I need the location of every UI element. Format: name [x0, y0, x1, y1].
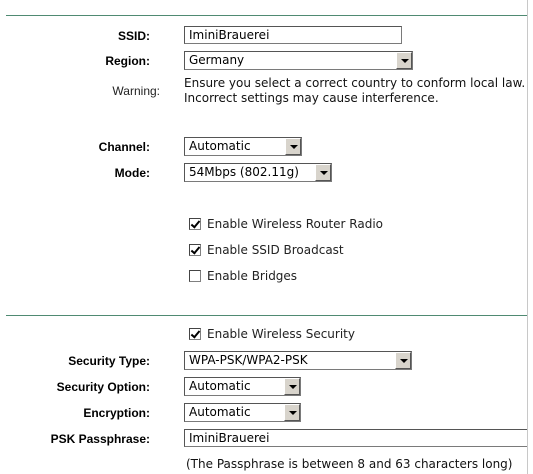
enable-ssid-broadcast-label: Enable SSID Broadcast — [207, 243, 344, 257]
warning-text-line1: Ensure you select a correct country to conform local law. — [184, 76, 526, 90]
channel-select[interactable] — [184, 137, 302, 156]
chevron-down-icon[interactable] — [284, 404, 300, 421]
encryption-value: Automatic — [189, 405, 251, 419]
top-divider — [6, 15, 527, 16]
enable-radio-label: Enable Wireless Router Radio — [207, 217, 384, 231]
security-option-value: Automatic — [189, 379, 251, 393]
encryption-label: Encryption: — [83, 406, 150, 420]
enable-radio-checkbox[interactable] — [189, 218, 201, 230]
region-label: Region: — [105, 54, 150, 68]
security-option-select[interactable] — [184, 377, 301, 396]
security-type-value: WPA-PSK/WPA2-PSK — [189, 353, 308, 367]
warning-text-line2: Incorrect settings may cause interference. — [184, 91, 439, 105]
enable-ssid-broadcast-checkbox[interactable] — [189, 244, 201, 256]
mode-select[interactable] — [184, 163, 332, 182]
security-type-label: Security Type: — [68, 354, 150, 368]
chevron-down-icon[interactable] — [315, 164, 331, 181]
channel-label: Channel: — [98, 140, 150, 154]
warning-label: Warning: — [112, 84, 160, 98]
mode-select-value: 54Mbps (802.11g) — [189, 165, 299, 179]
security-type-select[interactable] — [184, 351, 412, 370]
ssid-label: SSID: — [117, 29, 150, 43]
psk-passphrase-input[interactable]: IminiBrauerei — [184, 429, 527, 447]
encryption-select[interactable] — [184, 403, 301, 422]
region-select[interactable] — [184, 51, 413, 70]
chevron-down-icon[interactable] — [284, 378, 300, 395]
chevron-down-icon[interactable] — [396, 52, 412, 69]
chevron-down-icon[interactable] — [285, 138, 301, 155]
mode-label: Mode: — [114, 166, 150, 180]
enable-security-checkbox[interactable] — [189, 328, 201, 340]
enable-security-label: Enable Wireless Security — [207, 327, 355, 341]
enable-bridges-checkbox[interactable] — [189, 270, 201, 282]
channel-select-value: Automatic — [189, 139, 251, 153]
chevron-down-icon[interactable] — [395, 352, 411, 369]
ssid-input[interactable]: IminiBrauerei — [184, 26, 402, 44]
security-option-label: Security Option: — [56, 380, 150, 394]
region-select-value: Germany — [189, 53, 245, 67]
psk-passphrase-label: PSK Passphrase: — [50, 432, 150, 446]
enable-bridges-label: Enable Bridges — [207, 269, 298, 283]
psk-hint: (The Passphrase is between 8 and 63 characters long) — [186, 457, 513, 471]
section-divider — [6, 315, 527, 316]
